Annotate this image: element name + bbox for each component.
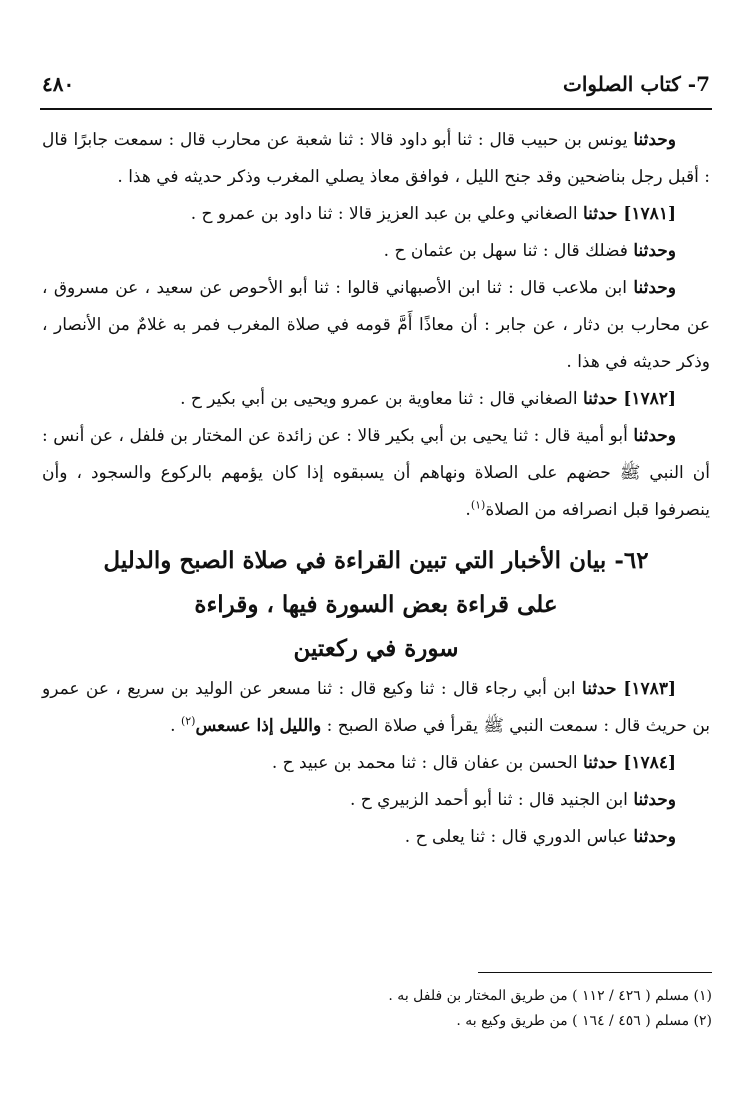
footnotes: [100, 984, 712, 1034]
chapter-title: 7- كتاب الصلوات: [563, 72, 710, 96]
hadith-1782: [١٧٨٢] حدثنا الصغاني قال : ثنا معاوية بن عمرو ويحيى بن أبي بكير ح .: [180, 389, 676, 409]
paragraph: وحدثنا ابن ملاعب قال : ثنا ابن الأصبهاني قالوا : ثنا أبو الأحوص عن سعيد ، عن مسروق ، عن محارب بن دثار ، عن جابر : أن معاذًا أَمَّ قومه في صلاة المغرب فمر به غلامٌ من الأنصار ، وذكر حديثه في هذا .: [42, 278, 710, 372]
paragraph: وحدثنا فضلك قال : ثنا سهل بن عثمان ح .: [383, 241, 676, 261]
hadith-1783: [١٧٨٣] حدثنا ابن أبي رجاء قال : ثنا وكيع قال : ثنا مسعر عن الوليد بن سريع ، عن عمرو بن حريث قال : سمعت النبي ﷺ يقرأ في صلاة الصبح : والليل إذا عسعس$^{(٢)}$ .: [42, 679, 710, 736]
paragraph: وحدثنا يونس بن حبيب قال : ثنا أبو داود قالا : ثنا شعبة عن محارب قال : سمعت جابرًا قال : أقبل رجل بناضحين وقد جنح الليل ، فوافق معاذ يصلي المغرب وذكر حديثه في هذا .: [42, 130, 710, 187]
page-number: ٤٨٠: [42, 72, 75, 96]
running-header: [38, 72, 710, 102]
footnote-ref[interactable]: (٢): [180, 714, 196, 728]
footnote-1: (١) مسلم ( ٤٢٦ / ١١٢ ) من طريق المختار بن فلفل به .: [388, 988, 712, 1004]
paragraph: وحدثنا أبو أمية قال : ثنا يحيى بن أبي بكير قالا : عن زائدة عن المختار بن فلفل ، عن أنس : أن النبي ﷺ حضهم على الصلاة ونهاهم أن يسبقوه إذا كان يؤمهم بالركوع والسجود ، وأن ينصرفوا قبل انصرافه من الصلاة$^{(١)}$.: [42, 426, 710, 520]
footnote-rule: [478, 972, 712, 973]
header-rule: [40, 108, 712, 110]
hadith-1781: [١٧٨١] حدثنا الصغاني وعلي بن عبد العزيز قالا : ثنا داود بن عمرو ح .: [190, 204, 676, 224]
section-heading: ٦٢- بيان الأخبار التي تبين القراءة في صلاة الصبح والدليل على قراءة بعض السورة فيها ، وقراءة سورة في ركعتين: [103, 547, 649, 662]
paragraph: وحدثنا ابن الجنيد قال : ثنا أبو أحمد الزبيري ح .: [349, 790, 676, 810]
main-text: [42, 122, 710, 856]
footnote-ref[interactable]: (١): [470, 498, 486, 512]
paragraph: وحدثنا عباس الدوري قال : ثنا يعلى ح .: [404, 827, 676, 847]
footnote-2: (٢) مسلم ( ٤٥٦ / ١٦٤ ) من طريق وكيع به .: [456, 1013, 712, 1029]
hadith-1784: [١٧٨٤] حدثنا الحسن بن عفان قال : ثنا محمد بن عبيد ح .: [271, 753, 676, 773]
